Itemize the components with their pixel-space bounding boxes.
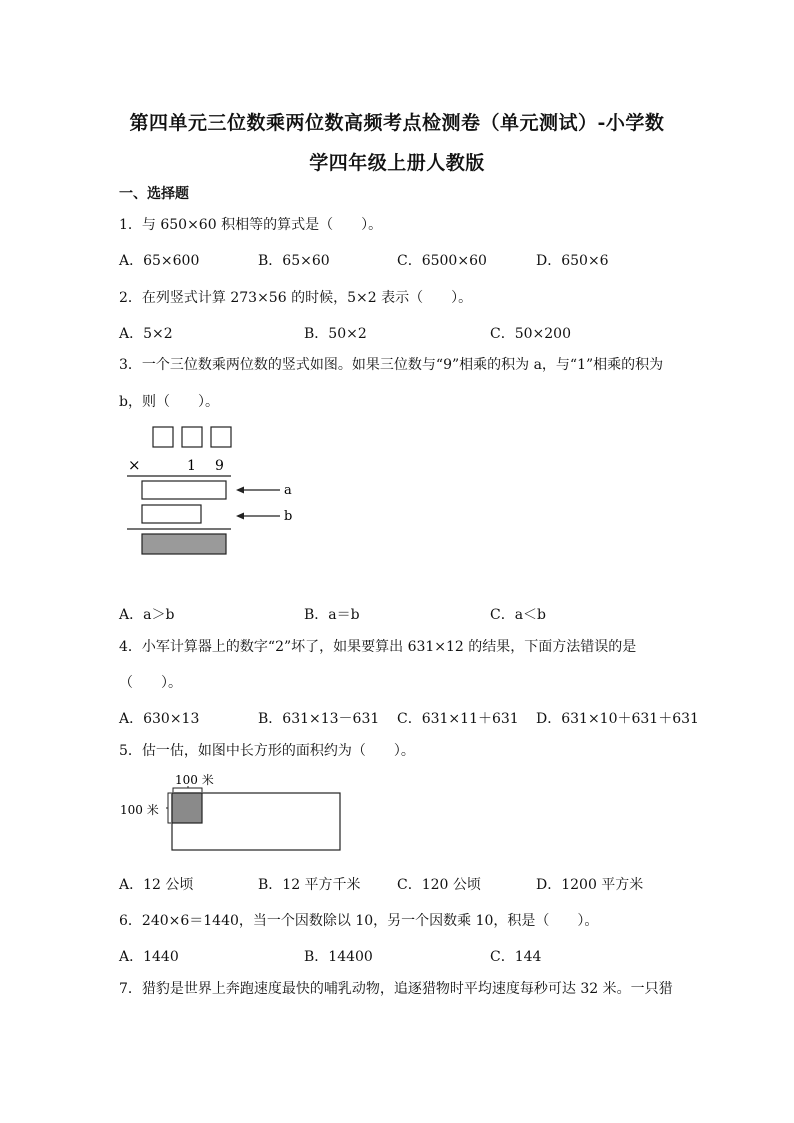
times-sign: × xyxy=(128,456,141,474)
label-a: a xyxy=(284,483,292,498)
question-5-text: 5．估一估，如图中长方形的面积约为（ ）。 xyxy=(119,743,415,759)
question-6-text: 6．240×6＝1440，当一个因数除以 10，另一个因数乘 10，积是（ ）。 xyxy=(119,913,599,929)
question-1-option-a: A．65×600 xyxy=(119,253,200,269)
question-3-option-b: B．a＝b xyxy=(304,607,360,623)
question-1-option-d: D．650×6 xyxy=(536,253,609,269)
question-1-option-b: B．65×60 xyxy=(258,253,330,269)
question-4-text-line-1: 4．小军计算器上的数字“2”坏了，如果要算出 631×12 的结果，下面方法错误的是 xyxy=(119,639,637,655)
question-3-text-line-2: b，则（ ）。 xyxy=(119,394,219,410)
label-b: b xyxy=(284,509,293,524)
left-brace xyxy=(166,793,171,823)
question-4-option-b: B．631×13－631 xyxy=(258,711,380,727)
question-2-option-b: B．50×2 xyxy=(304,326,367,342)
question-4-option-c: C．631×11＋631 xyxy=(397,711,519,727)
digit-box-1 xyxy=(153,427,173,447)
digit-box-2 xyxy=(182,427,202,447)
question-1-text: 1．与 650×60 积相等的算式是（ ）。 xyxy=(119,217,383,233)
question-5-option-b: B．12 平方千米 xyxy=(258,877,361,893)
question-4-option-d: D．631×10＋631＋631 xyxy=(536,711,699,727)
question-5-option-c: C．120 公顷 xyxy=(397,877,481,893)
vertical-multiplication-figure xyxy=(110,420,310,560)
multiplier-digit-2: 9 xyxy=(215,458,224,474)
question-5-option-d: D．1200 平方米 xyxy=(536,877,644,893)
partial-product-a-box xyxy=(142,481,226,499)
question-4-text-line-2: （ ）。 xyxy=(119,675,182,691)
multiplier-digit-1: 1 xyxy=(187,458,196,474)
question-6-option-a: A．1440 xyxy=(119,949,179,965)
top-length-label: 100 米 xyxy=(175,773,214,787)
question-3-option-c: C．a＜b xyxy=(490,607,547,623)
left-length-label: 100 米 xyxy=(120,803,159,817)
digit-box-3 xyxy=(211,427,231,447)
question-2-option-c: C．50×200 xyxy=(490,326,571,342)
partial-product-b-box xyxy=(142,505,201,523)
question-2-option-a: A．5×2 xyxy=(119,326,173,342)
question-5-option-a: A．12 公顷 xyxy=(119,877,194,893)
question-3-text-line-1: 3．一个三位数乘两位数的竖式如图。如果三位数与“9”相乘的积为 a，与“1”相乘的积为 xyxy=(119,357,664,373)
question-6-option-b: B．14400 xyxy=(304,949,373,965)
question-7-text: 7．猎豹是世界上奔跑速度最快的哺乳动物，追逐猎物时平均速度每秒可达 32 米。一只猎 xyxy=(119,981,673,997)
question-3-option-a: A．a＞b xyxy=(119,607,175,623)
document-title-line-1: 第四单元三位数乘两位数高频考点检测卷（单元测试）-小学数 xyxy=(129,112,665,134)
question-1-option-c: C．6500×60 xyxy=(397,253,487,269)
question-4-option-a: A．630×13 xyxy=(119,711,200,727)
small-square xyxy=(172,793,202,823)
arrow-b-head xyxy=(236,513,244,520)
question-6-option-c: C．144 xyxy=(490,949,542,965)
arrow-a-head xyxy=(236,487,244,494)
final-product-box xyxy=(142,534,226,554)
section-heading: 一、选择题 xyxy=(119,186,189,202)
rectangle-area-figure xyxy=(118,768,348,856)
document-title-line-2: 学四年级上册人教版 xyxy=(309,152,485,174)
question-2-text: 2．在列竖式计算 273×56 的时候，5×2 表示（ ）。 xyxy=(119,290,473,306)
